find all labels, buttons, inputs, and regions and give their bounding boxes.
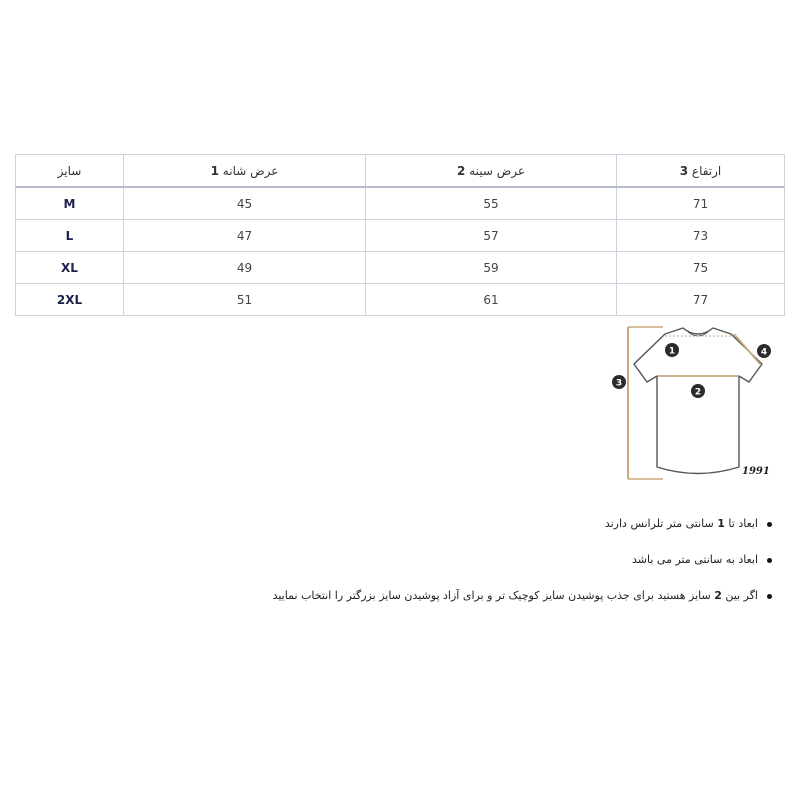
- marker-2: [691, 384, 705, 398]
- shoulder-cell: 49: [124, 252, 366, 284]
- chest-cell: 59: [366, 252, 617, 284]
- table-row: [16, 252, 785, 284]
- tshirt-measurement-diagram: [608, 322, 776, 484]
- height-cell: 73: [617, 220, 785, 252]
- size-chart-table: [15, 154, 785, 316]
- shoulder-cell: 45: [124, 187, 366, 220]
- chest-cell: 57: [366, 220, 617, 252]
- header-size: سایز: [16, 155, 124, 188]
- size-cell: 2XL: [16, 284, 124, 316]
- height-cell: 77: [617, 284, 785, 316]
- note-item: اگر بین 2 سایز هستید برای جذب پوشیدن سایز کوچیک تر و برای آزاد پوشیدن سایز بزرگتر را انتخاب نمایید: [272, 584, 772, 620]
- marker-3: [612, 375, 626, 389]
- svg-text:1: 1: [668, 346, 676, 357]
- size-cell: M: [16, 187, 124, 220]
- size-cell: L: [16, 220, 124, 252]
- brand-logo: 1991: [742, 466, 770, 477]
- sleeve-guide-line: [734, 334, 760, 364]
- svg-text:4: 4: [760, 347, 768, 358]
- collar-detail-icon: [686, 330, 710, 336]
- shoulder-cell: 51: [124, 284, 366, 316]
- note-item: ابعاد تا 1 سانتی متر تلرانس دارند: [272, 512, 772, 548]
- header-height: ارتفاع 3: [617, 155, 785, 188]
- svg-text:2: 2: [694, 387, 702, 398]
- header-shoulder-width: عرض شانه 1: [124, 155, 366, 188]
- marker-1: [665, 343, 679, 357]
- notes-list: [272, 512, 772, 620]
- table-header-row: [16, 155, 785, 188]
- table-row: [16, 284, 785, 316]
- size-cell: XL: [16, 252, 124, 284]
- table-row: [16, 187, 785, 220]
- tshirt-outline-icon: [634, 328, 762, 474]
- svg-text:3: 3: [615, 378, 623, 389]
- marker-4: [757, 344, 771, 358]
- table-row: [16, 220, 785, 252]
- height-cell: 75: [617, 252, 785, 284]
- shoulder-cell: 47: [124, 220, 366, 252]
- note-item: ابعاد به سانتی متر می باشد: [272, 548, 772, 584]
- chest-cell: 55: [366, 187, 617, 220]
- height-cell: 71: [617, 187, 785, 220]
- chest-cell: 61: [366, 284, 617, 316]
- header-chest-width: عرض سینه 2: [366, 155, 617, 188]
